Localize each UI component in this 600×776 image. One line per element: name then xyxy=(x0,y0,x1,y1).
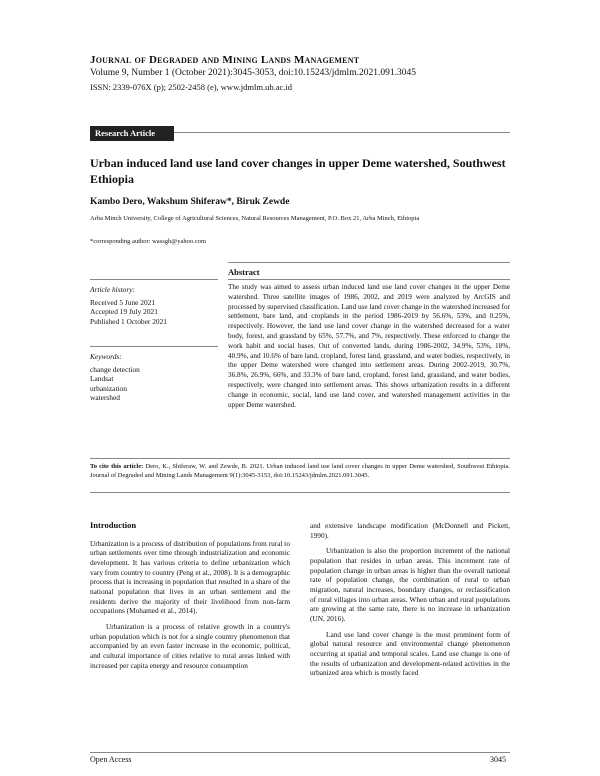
history-received: Received 5 June 2021 xyxy=(90,297,156,307)
citation-text: Dero, K., Shiferaw, W. and Zewde, B. 2021. Urban induced land use land cover changes in upper Deme watershed, Southwest Ethiopia. Journal of Degraded and Mining Lands Management 9(1):3045-3153, doi:10.15243/jdmlm.2021.091.3045. xyxy=(90,463,510,479)
article-history xyxy=(90,285,218,326)
history-heading: Article history: xyxy=(90,285,135,294)
body-left-column xyxy=(90,521,290,670)
history-accepted: Accepted 19 July 2021 xyxy=(90,307,158,317)
abstract-head-rule xyxy=(228,279,510,280)
keyword-item: watershed xyxy=(90,393,120,403)
body-paragraph: Urbanization is a process of relative growth in a country's urban population which is not for a single country phenomenon that accompanied by an even faster increase in the economic, political, and cultural importance of cities relative to rural areas linked with increased per capita energy and resource consumption xyxy=(90,621,290,670)
section-tag: Research Article xyxy=(90,126,174,141)
abstract-top-rule xyxy=(228,262,510,263)
citation-bottom-rule xyxy=(90,492,510,493)
body-right-column xyxy=(310,521,510,678)
body-paragraph: Urbanization is also the proportion increment of the national population that resides in urban areas. This increment rate of population change in urban areas is higher than the overall national rate of population change, the combination of rural to urban migration, natural increases, boundary changes, or reclassification of rural villages into urban areas. When urban and rural populations are growing at the same rate, there is no increase in urbanization (UN, 2016). xyxy=(310,546,510,623)
journal-volume-line: Volume 9, Number 1 (October 2021):3045-3053, doi:10.15243/jdmlm.2021.091.3045 xyxy=(90,68,416,78)
keywords-heading: Keywords: xyxy=(90,352,122,361)
journal-title: Journal of Degraded and Mining Lands Management xyxy=(90,54,360,66)
history-published: Published 1 October 2021 xyxy=(90,316,167,326)
citation-label: To cite this article: xyxy=(90,463,144,470)
citation-top-rule xyxy=(90,458,510,459)
page-number: 3045 xyxy=(490,755,506,764)
keyword-item: change detection xyxy=(90,364,140,374)
history-bottom-rule xyxy=(90,346,218,347)
body-paragraph: Urbanization is a process of distribution of populations from rural to urban settlements over time through industrialization and economic development. It has various criteria to define urbanization which vary from country to country (Peng et al., 2008). It is a demographic process that is increasing in population that resulted in a share of the national population that lives in an urban settlement and the residents derive the majority of their livelihood from non-farm occupations (Mohamed et al., 2014). xyxy=(90,538,291,616)
abstract-text: The study was aimed to assess urban induced land use land cover changes in the upper Deme watershed. Three satellite images of 1986, 2002, and 2019 were analyzed by ArcGIS and processed by supervised classification. Land use land cover change in the watershed increased for settlement, bare land, and croplands in the period 1986-2019 by 56.6%, 53%, and 0.25%, respectively. However, the land use land cover change in the watershed decreased for a water body, forest, and grassland by 65%, 57.7%, and 7%, respectively. These enforced to change the work habit and social bases. Out of converted lands, during 1986-2002, 34.9%, 53%, 18%, 40.9%, and 10.6% of bare land, cropland, forest land, grassland, and water bodies, respectively, in the upper Deme watershed were changed into settlement areas. During 2002-2019, 30.7%, 36.8%, 26.9%, 66%, and 33.3% of bare land, cropland, forest land, grassland, and water bodies, respectively, were changed into settlement areas. This shows urbanization results in a different change in economic, social, land use land cover, and watershed management activities in the upper Deme watershed. xyxy=(228,283,510,409)
history-top-rule xyxy=(90,279,218,280)
footer-open-access: Open Access xyxy=(90,755,132,764)
abstract-heading: Abstract xyxy=(228,267,260,277)
keyword-item: Landsat xyxy=(90,374,114,384)
body-paragraph: Land use land cover change is the most prominent form of global natural resource and environmental change phenomenon occurring at spatial and temporal scales. Land use change is one of the results of urbanization and development-related activities in the urbanized area which is mostly faced xyxy=(310,629,510,678)
paper-title: Urban induced land use land cover changes in upper Deme watershed, Southwest Ethiopia xyxy=(90,156,506,186)
authors: Kambo Dero, Wakshum Shiferaw*, Biruk Zewde xyxy=(90,197,290,207)
footer-rule xyxy=(90,752,510,753)
body-paragraph: and extensive landscape modification (McDonnell and Pickett, 1990). xyxy=(310,521,510,540)
journal-issn-line: ISSN: 2339-076X (p); 2502-2458 (e), www.jdmlm.ub.ac.id xyxy=(90,82,293,92)
keyword-item: urbanization xyxy=(90,383,127,393)
introduction-heading: Introduction xyxy=(90,520,137,530)
keywords xyxy=(90,352,218,403)
affiliation: Arba Minch University, College of Agricultural Sciences, Natural Resources Management, P.O. Box 21, Arba Minch, Ethiopia xyxy=(90,215,420,222)
corresponding-author: *corresponding author: wassgh@yahoo.com xyxy=(90,238,206,245)
citation xyxy=(90,462,510,480)
